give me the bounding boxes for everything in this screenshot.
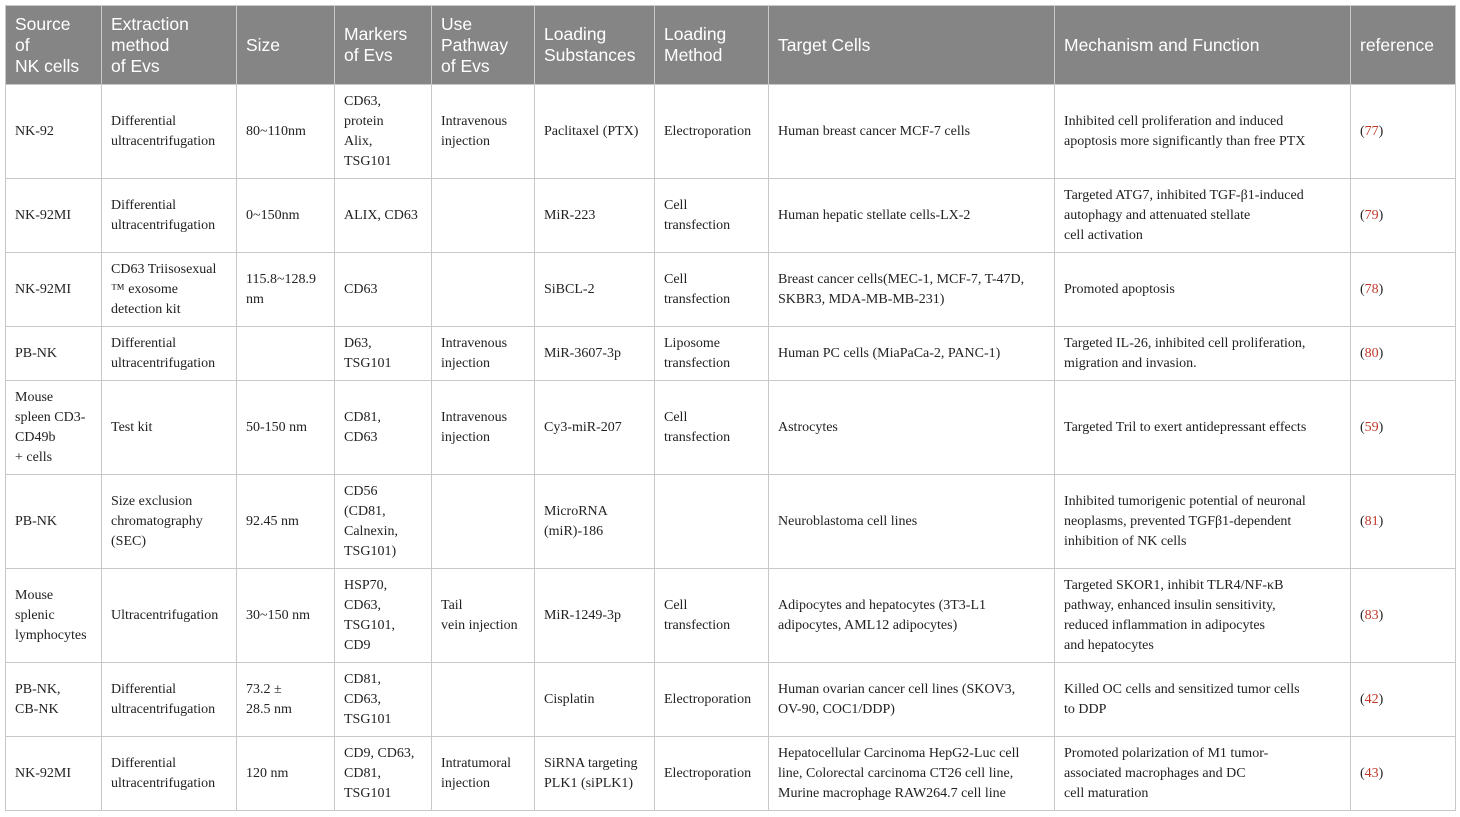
reference-link[interactable]: 81 (1364, 513, 1379, 529)
reference-link[interactable]: 42 (1364, 691, 1379, 707)
cell-source: NK-92MI (6, 737, 102, 811)
cell-source: NK-92 (6, 85, 102, 179)
cell-substance: Cy3-miR-207 (535, 381, 655, 475)
table-row (6, 475, 1456, 569)
cell-source: NK-92MI (6, 179, 102, 253)
cell-target: Hepatocellular Carcinoma HepG2-Luc cell line, Colorectal carcinoma CT26 cell line, Murine macrophage RAW264.7 cell line (769, 737, 1055, 811)
header-reference: reference (1351, 6, 1456, 85)
cell-method: Electroporation (655, 737, 769, 811)
cell-source: NK-92MI (6, 253, 102, 327)
cell-markers: CD56 (CD81, Calnexin, TSG101) (335, 475, 432, 569)
table-row (6, 569, 1456, 663)
cell-size: 30~150 nm (237, 569, 335, 663)
header-size: Size (237, 6, 335, 85)
cell-substance: SiRNA targeting PLK1 (siPLK1) (535, 737, 655, 811)
cell-size: 0~150nm (237, 179, 335, 253)
cell-source: Mouse spleen CD3- CD49b + cells (6, 381, 102, 475)
header-target-cells: Target Cells (769, 6, 1055, 85)
cell-extraction: Ultracentrifugation (102, 569, 237, 663)
cell-size (237, 327, 335, 381)
cell-mechanism: Targeted Tril to exert antidepressant effects (1055, 381, 1351, 475)
cell-mechanism: Promoted polarization of M1 tumor- associated macrophages and DC cell maturation (1055, 737, 1351, 811)
cell-pathway: Intravenous injection (432, 381, 535, 475)
cell-source: PB-NK (6, 475, 102, 569)
cell-target: Adipocytes and hepatocytes (3T3-L1 adipocytes, AML12 adipocytes) (769, 569, 1055, 663)
cell-markers: CD81, CD63 (335, 381, 432, 475)
cell-mechanism: Targeted SKOR1, inhibit TLR4/NF-κB pathway, enhanced insulin sensitivity, reduced inflammation in adipocytes and hepatocytes (1055, 569, 1351, 663)
cell-extraction: Differential ultracentrifugation (102, 737, 237, 811)
cell-reference: (79) (1351, 179, 1456, 253)
table-row (6, 737, 1456, 811)
cell-markers: CD81, CD63, TSG101 (335, 663, 432, 737)
cell-extraction: Differential ultracentrifugation (102, 663, 237, 737)
cell-source: Mouse splenic lymphocytes (6, 569, 102, 663)
reference-link[interactable]: 83 (1364, 607, 1379, 623)
reference-link[interactable]: 43 (1364, 765, 1379, 781)
cell-method: Cell transfection (655, 253, 769, 327)
cell-reference: (59) (1351, 381, 1456, 475)
reference-link[interactable]: 78 (1364, 281, 1379, 297)
cell-reference: (77) (1351, 85, 1456, 179)
reference-link[interactable]: 77 (1364, 123, 1379, 139)
cell-size: 115.8~128.9 nm (237, 253, 335, 327)
cell-pathway (432, 253, 535, 327)
cell-reference: (43) (1351, 737, 1456, 811)
reference-link[interactable]: 80 (1364, 345, 1379, 361)
table-row (6, 327, 1456, 381)
cell-size: 50-150 nm (237, 381, 335, 475)
cell-reference: (78) (1351, 253, 1456, 327)
header-extraction-method: Extraction method of Evs (102, 6, 237, 85)
cell-extraction: Differential ultracentrifugation (102, 85, 237, 179)
cell-mechanism: Inhibited cell proliferation and induced apoptosis more significantly than free PTX (1055, 85, 1351, 179)
cell-extraction: Test kit (102, 381, 237, 475)
cell-method: Electroporation (655, 85, 769, 179)
header-use-pathway: Use Pathway of Evs (432, 6, 535, 85)
cell-size: 120 nm (237, 737, 335, 811)
cell-substance: Paclitaxel (PTX) (535, 85, 655, 179)
cell-markers: CD9, CD63, CD81, TSG101 (335, 737, 432, 811)
cell-substance: MicroRNA (miR)-186 (535, 475, 655, 569)
cell-method: Cell transfection (655, 179, 769, 253)
cell-pathway: Intratumoral injection (432, 737, 535, 811)
cell-size: 73.2 ± 28.5 nm (237, 663, 335, 737)
cell-mechanism: Targeted ATG7, inhibited TGF-β1-induced autophagy and attenuated stellate cell activation (1055, 179, 1351, 253)
cell-method: Cell transfection (655, 381, 769, 475)
cell-size: 80~110nm (237, 85, 335, 179)
cell-source: PB-NK, CB-NK (6, 663, 102, 737)
header-source: Source of NK cells (6, 6, 102, 85)
cell-extraction: CD63 Triisosexual ™ exosome detection kit (102, 253, 237, 327)
header-row (6, 6, 1456, 85)
cell-target: Human PC cells (MiaPaCa-2, PANC-1) (769, 327, 1055, 381)
cell-pathway (432, 475, 535, 569)
header-markers: Markers of Evs (335, 6, 432, 85)
nk-ev-table (5, 5, 1456, 811)
cell-target: Human breast cancer MCF-7 cells (769, 85, 1055, 179)
cell-target: Astrocytes (769, 381, 1055, 475)
cell-markers: CD63, protein Alix, TSG101 (335, 85, 432, 179)
cell-extraction: Differential ultracentrifugation (102, 327, 237, 381)
cell-pathway (432, 179, 535, 253)
cell-target: Human hepatic stellate cells-LX-2 (769, 179, 1055, 253)
cell-markers: D63, TSG101 (335, 327, 432, 381)
cell-mechanism: Killed OC cells and sensitized tumor cells to DDP (1055, 663, 1351, 737)
cell-method: Cell transfection (655, 569, 769, 663)
cell-substance: MiR-223 (535, 179, 655, 253)
header-loading-substances: Loading Substances (535, 6, 655, 85)
cell-reference: (81) (1351, 475, 1456, 569)
cell-pathway: Tail vein injection (432, 569, 535, 663)
cell-substance: MiR-3607-3p (535, 327, 655, 381)
table-row (6, 179, 1456, 253)
table-row (6, 253, 1456, 327)
cell-mechanism: Targeted IL-26, inhibited cell proliferation, migration and invasion. (1055, 327, 1351, 381)
cell-target: Neuroblastoma cell lines (769, 475, 1055, 569)
cell-mechanism: Promoted apoptosis (1055, 253, 1351, 327)
table-row (6, 381, 1456, 475)
reference-link[interactable]: 79 (1364, 207, 1379, 223)
cell-target: Breast cancer cells(MEC-1, MCF-7, T-47D, SKBR3, MDA-MB-MB-231) (769, 253, 1055, 327)
cell-markers: HSP70, CD63, TSG101, CD9 (335, 569, 432, 663)
cell-method: Liposome transfection (655, 327, 769, 381)
cell-markers: CD63 (335, 253, 432, 327)
reference-link[interactable]: 59 (1364, 419, 1379, 435)
cell-markers: ALIX, CD63 (335, 179, 432, 253)
cell-pathway: Intravenous injection (432, 85, 535, 179)
header-loading-method: Loading Method (655, 6, 769, 85)
cell-substance: SiBCL-2 (535, 253, 655, 327)
cell-target: Human ovarian cancer cell lines (SKOV3, OV-90, COC1/DDP) (769, 663, 1055, 737)
cell-method: Electroporation (655, 663, 769, 737)
header-mechanism: Mechanism and Function (1055, 6, 1351, 85)
cell-source: PB-NK (6, 327, 102, 381)
cell-size: 92.45 nm (237, 475, 335, 569)
cell-extraction: Differential ultracentrifugation (102, 179, 237, 253)
cell-pathway: Intravenous injection (432, 327, 535, 381)
cell-reference: (83) (1351, 569, 1456, 663)
cell-substance: MiR-1249-3p (535, 569, 655, 663)
cell-mechanism: Inhibited tumorigenic potential of neuronal neoplasms, prevented TGFβ1-dependent inhibition of NK cells (1055, 475, 1351, 569)
table-row (6, 663, 1456, 737)
cell-method (655, 475, 769, 569)
cell-reference: (80) (1351, 327, 1456, 381)
cell-extraction: Size exclusion chromatography (SEC) (102, 475, 237, 569)
cell-pathway (432, 663, 535, 737)
cell-reference: (42) (1351, 663, 1456, 737)
cell-substance: Cisplatin (535, 663, 655, 737)
table-row (6, 85, 1456, 179)
